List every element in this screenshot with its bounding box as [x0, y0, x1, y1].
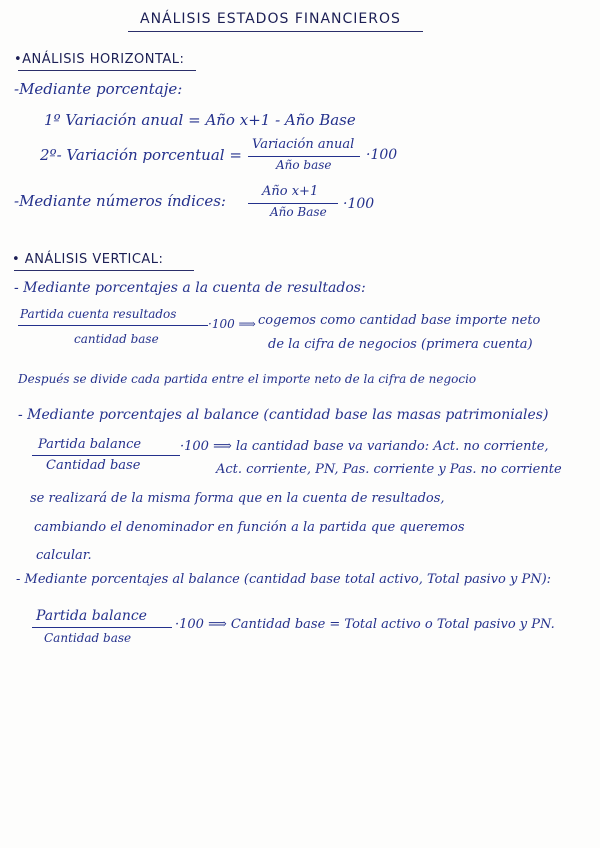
vertical-heading-underline	[14, 270, 194, 271]
variacion-porcentual-denominator: Año base	[276, 158, 332, 172]
resultados-suffix: ·100 ⟹	[208, 317, 256, 331]
resultados-denominator: cantidad base	[74, 332, 159, 346]
horizontal-heading-underline	[18, 70, 196, 71]
resultados-text-1: cogemos como cantidad base importe neto	[258, 313, 541, 328]
horizontal-heading: •ANÁLISIS HORIZONTAL:	[14, 52, 185, 67]
forma-line-3: calcular.	[36, 548, 92, 563]
indices-fraction-bar	[248, 203, 338, 204]
porcentaje-label: -Mediante porcentaje:	[14, 80, 183, 98]
forma-line-2: cambiando el denominador en función a la partida que queremos	[34, 520, 465, 535]
resultados-text-2: de la cifra de negocios (primera cuenta)	[268, 337, 533, 352]
forma-line-1: se realizará de la misma forma que en la cuenta de resultados,	[30, 491, 445, 506]
balance-masas-fraction-bar	[32, 455, 180, 456]
variacion-porcentual-prefix: 2º- Variación porcentual =	[40, 146, 242, 164]
resultados-fraction-bar	[18, 325, 208, 326]
balance-masas-label: - Mediante porcentajes al balance (cantidad base las masas patrimoniales)	[18, 407, 549, 423]
balance-masas-text-1: ·100 ⟹ la cantidad base va variando: Act. no corriente,	[180, 439, 549, 454]
indices-suffix: ·100	[343, 196, 375, 212]
title-underline	[128, 31, 423, 32]
balance-total-text: ·100 ⟹ Cantidad base = Total activo o Total pasivo y PN.	[175, 617, 555, 632]
vertical-heading: • ANÁLISIS VERTICAL:	[12, 252, 164, 267]
balance-total-numerator: Partida balance	[36, 608, 147, 624]
resultados-label: - Mediante porcentajes a la cuenta de resultados:	[14, 280, 366, 296]
balance-total-denominator: Cantidad base	[44, 631, 132, 645]
balance-total-label: - Mediante porcentajes al balance (cantidad base total activo, Total pasivo y PN):	[16, 572, 552, 587]
despues-line: Después se divide cada partida entre el importe neto de la cifra de negocio	[18, 372, 477, 386]
indices-label: -Mediante números índices:	[14, 192, 226, 210]
page-title: ANÁLISIS ESTADOS FINANCIEROS	[140, 11, 401, 27]
variacion-porcentual-suffix: ·100	[366, 147, 398, 163]
variacion-anual-line: 1º Variación anual = Año x+1 - Año Base	[44, 111, 356, 129]
balance-masas-text-2: Act. corriente, PN, Pas. corriente y Pas. no corriente	[216, 462, 562, 477]
balance-masas-numerator: Partida balance	[38, 437, 142, 452]
resultados-numerator: Partida cuenta resultados	[20, 307, 177, 321]
variacion-porcentual-numerator: Variación anual	[252, 137, 355, 152]
indices-denominator: Año Base	[270, 205, 327, 219]
indices-numerator: Año x+1	[262, 184, 319, 199]
variacion-porcentual-fraction-bar	[248, 156, 360, 157]
balance-masas-denominator: Cantidad base	[46, 458, 141, 473]
balance-total-fraction-bar	[32, 627, 172, 628]
